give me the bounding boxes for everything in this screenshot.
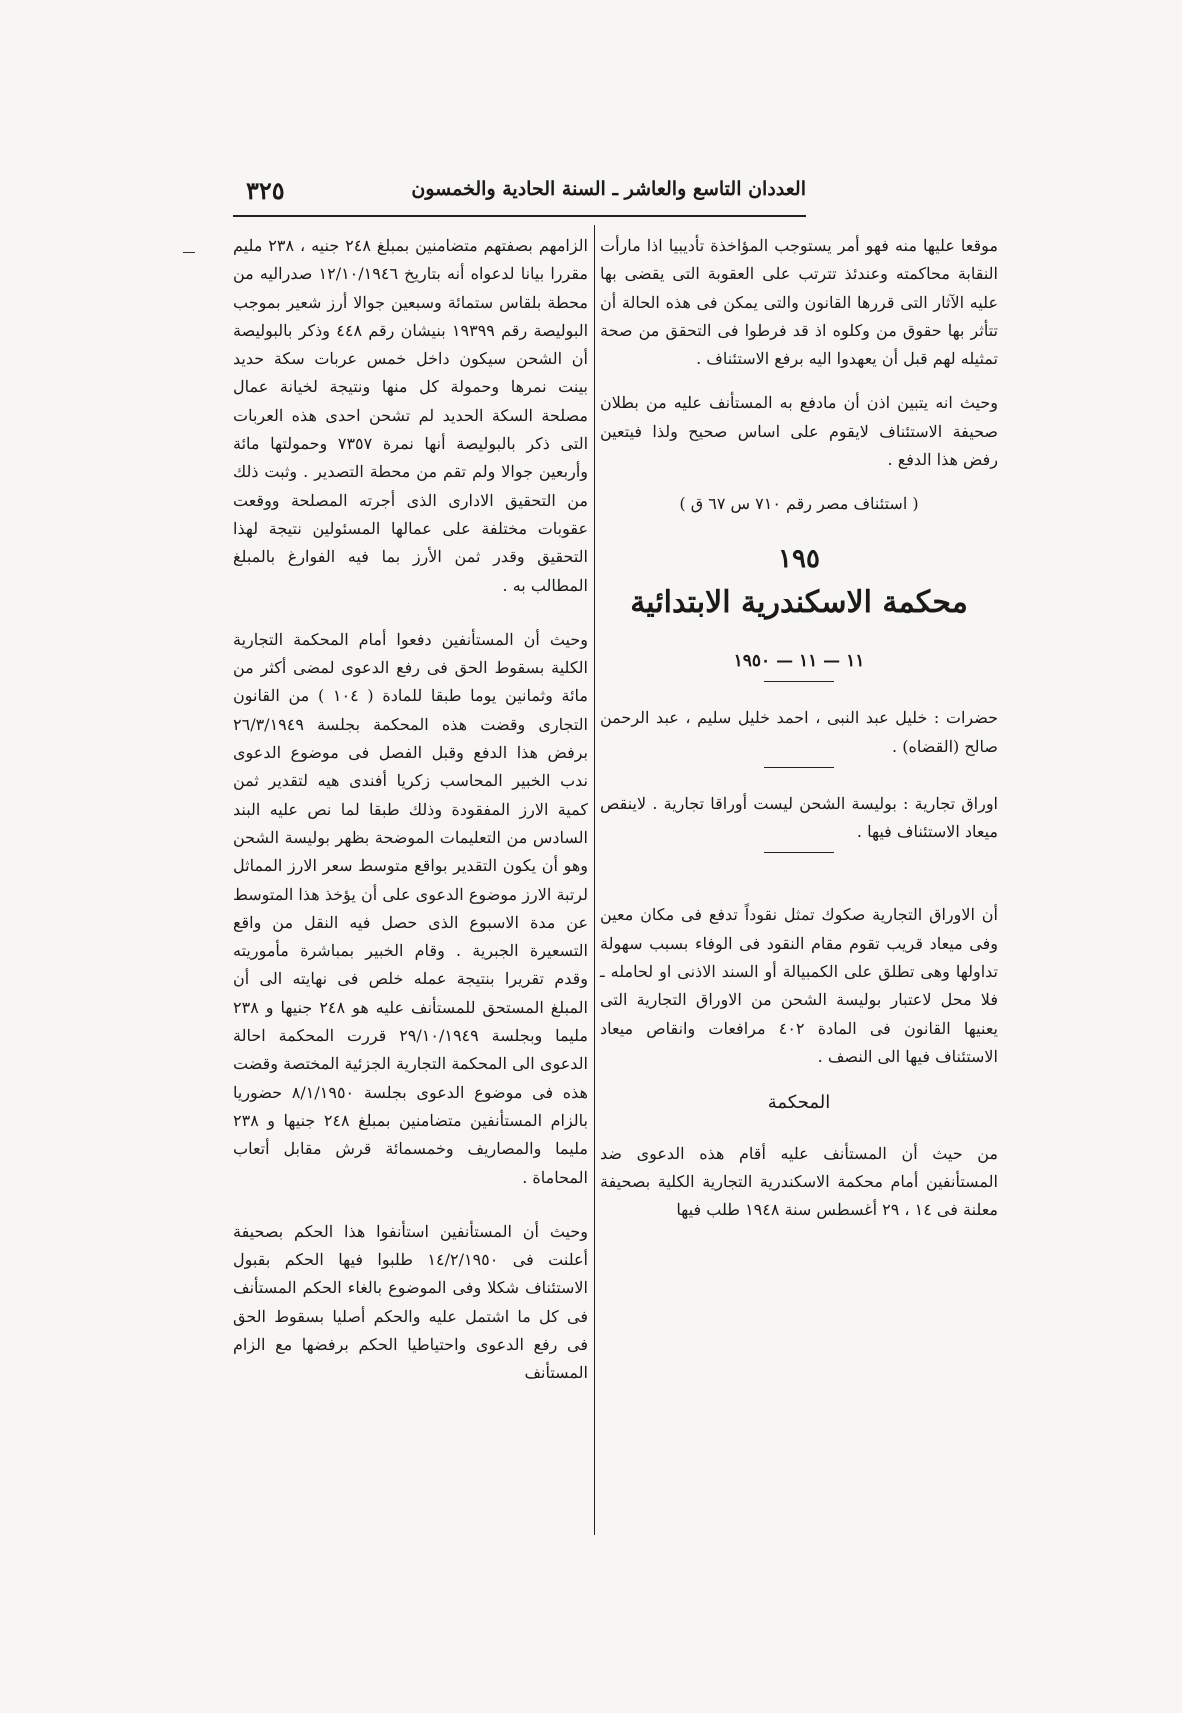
divider xyxy=(764,852,834,853)
judges-line: حضرات : خليل عبد النبى ، احمد خليل سليم ، عبد الرحمن صالح (القضاه) . xyxy=(600,708,998,756)
journal-issue-title: العددان التاسع والعاشر ـ السنة الحادية والخمسون xyxy=(411,178,806,200)
paragraph: وحيث أن المستأنفين استأنفوا هذا الحكم بصحيفة أعلنت فى ١٤/٢/١٩٥٠ طلبوا فيها الحكم بقبول الاستئناف شكلا وفى الموضوع بالغاء الحكم المستأنف فى كل ما اشتمل عليه والحكم أصليا بسقوط الحق فى رفع الدعوى واحتياطيا الحكم برفضها مع الزام المستأنف xyxy=(233,1221,589,1383)
left-column xyxy=(233,232,588,1388)
page-number: ٣٢٥ xyxy=(246,176,285,205)
case-date: ١١ — ١١ — ١٩٥٠ xyxy=(733,650,865,671)
divider xyxy=(764,767,834,768)
paragraph: من حيث أن المستأنف عليه أقام هذه الدعوى ضد المستأنفين أمام محكمة الاسكندرية التجارية الكلية بصحيفة معلنة فى ١٤ ، ٢٩ أغسطس سنة ١٩٤٨ طلب فيها xyxy=(600,1143,998,1220)
paragraph: وحيث أن المستأنفين دفعوا أمام المحكمة التجارية الكلية بسقوط الحق فى رفع الدعوى لمضى أكثر من مائة وثمانين يوما طبقا للمادة ( ١٠٤ ) من القانون التجارى وقضت هذه المحكمة بجلسة ٢٦/٣/١٩٤٩ برفض هذا الدفع وقبل الفصل فى موضوع الدعوى ندب الخبير المحاسب زكريا أفندى هيه لتقدير ثمن كمية الارز المفقودة وذلك طبقا لما نص عليه البند السادس من التعليمات الموضحة بظهر بوليسة الشحن وهو أن يكون التقدير بواقع متوسط سعر الارز المماثل لرتبة الارز موضوع الدعوى على أن يؤخذ هذا المتوسط عن مدة الاسبوع الذى حصل فيه النقل من واقع التسعيرة الجبرية . وقام الخبير بمباشرة مأموريته وقدم تقريرا بنتيجة عمله خلص فى نهايته الى أن المبلغ المستحق للمستأنف عليه هو ٢٤٨ جنيها و ٢٣٨ مليما وبجلسة ٢٩/١٠/١٩٤٩ قررت المحكمة احالة الدعوى الى المحكمة التجارية الجزئية المختصة وقضت هذه فى موضوع الدعوى بجلسة ٨/١/١٩٥٠ حضوريا بالزام المستأنفين متضامنين بمبلغ ٢٤٨ جنيها و ٢٣٨ مليما والمصاريف وخمسمائة قرش مقابل أتعاب المحاماة . xyxy=(233,629,589,1187)
section-title: المحكمة xyxy=(767,1092,831,1114)
header-rule xyxy=(233,215,806,217)
case-number: ١٩٥ xyxy=(778,543,820,574)
page-header xyxy=(246,178,806,218)
topic-summary: اوراق تجارية : بوليسة الشحن ليست أوراقا تجارية . لاينقص ميعاد الاستئناف فيها . xyxy=(600,793,998,842)
court-name: محكمة الاسكندرية الابتدائية xyxy=(630,584,968,620)
legal-principle: أن الاوراق التجارية صكوك تمثل نقوداً تدفع فى مكان معين وفى ميعاد قريب تقوم مقام النقود فى الوفاء بسبب سهولة تداولها وهى تطلق على الكمبيالة أو السند الاذنى او لحامله ـ فلا محل لاعتبار بوليسة الشحن من الاوراق التجارية التى يعنيها القانون فى المادة ٤٠٢ مرافعات وانقاص ميعاد الاستئناف فيها الى النصف . xyxy=(600,905,998,1066)
column-divider xyxy=(594,225,595,1535)
paragraph: الزامهم بصفتهم متضامنين بمبلغ ٢٤٨ جنيه ، ٢٣٨ مليم مقررا بيانا لدعواه أنه بتاريخ ١٢/١٠/١٩٤٦ صدراليه من محطة بلقاس ستمائة وسبعين جوالا أرز شعير بموجب البوليصة رقم ١٩٣٩٩ بنيشان رقم ٤٤٨ وذكر بالبوليصة أن الشحن سيكون داخل خمس عربات سكة حديد بينت نمرها وحمولة كل منها ونتيجة لخيانة عمال مصلحة السكة الحديد لم تشحن احدى هذه العربات التى ذكر بالبوليصة أنها نمرة ٧٣٥٧ وحمولتها مائة وأربعين جوالا ولم تقم من محطة التصدير . وثبت ذلك من التحقيق الادارى الذى أجرته المصلحة ووقعت عقوبات مختلفة على عمالها المسئولين نتيجة لهذا التحقيق وقدر ثمن الأرز بما فيه الفوارغ بالمبلغ المطالب به . xyxy=(233,236,589,595)
paragraph: موقعا عليها منه فهو أمر يستوجب المؤاخذة تأديبيا اذا مارأت النقابة محاكمته وعندئذ تترتب على العقوبة التى يقضى بها عليه الآثار التى قررها القانون والتى يمكن فى هذه الحالة أن تتأثر بها حقوق من وكلوه اذ قد فرطوا فى التحقق من صحة تمثيله لهم قبل أن يعهدوا اليه برفع الاستئناف . xyxy=(600,236,999,369)
paragraph: وحيث انه يتبين اذن أن مادفع به المستأنف عليه من بطلان صحيفة الاستئناف لايقوم على اساس صحيح ولذا فيتعين رفض هذا الدفع . xyxy=(600,393,998,470)
margin-mark xyxy=(183,252,195,253)
divider xyxy=(764,681,834,682)
right-column xyxy=(600,232,998,1224)
case-reference: ( استئناف مصر رقم ٧١٠ س ٦٧ ق ) xyxy=(679,494,919,514)
